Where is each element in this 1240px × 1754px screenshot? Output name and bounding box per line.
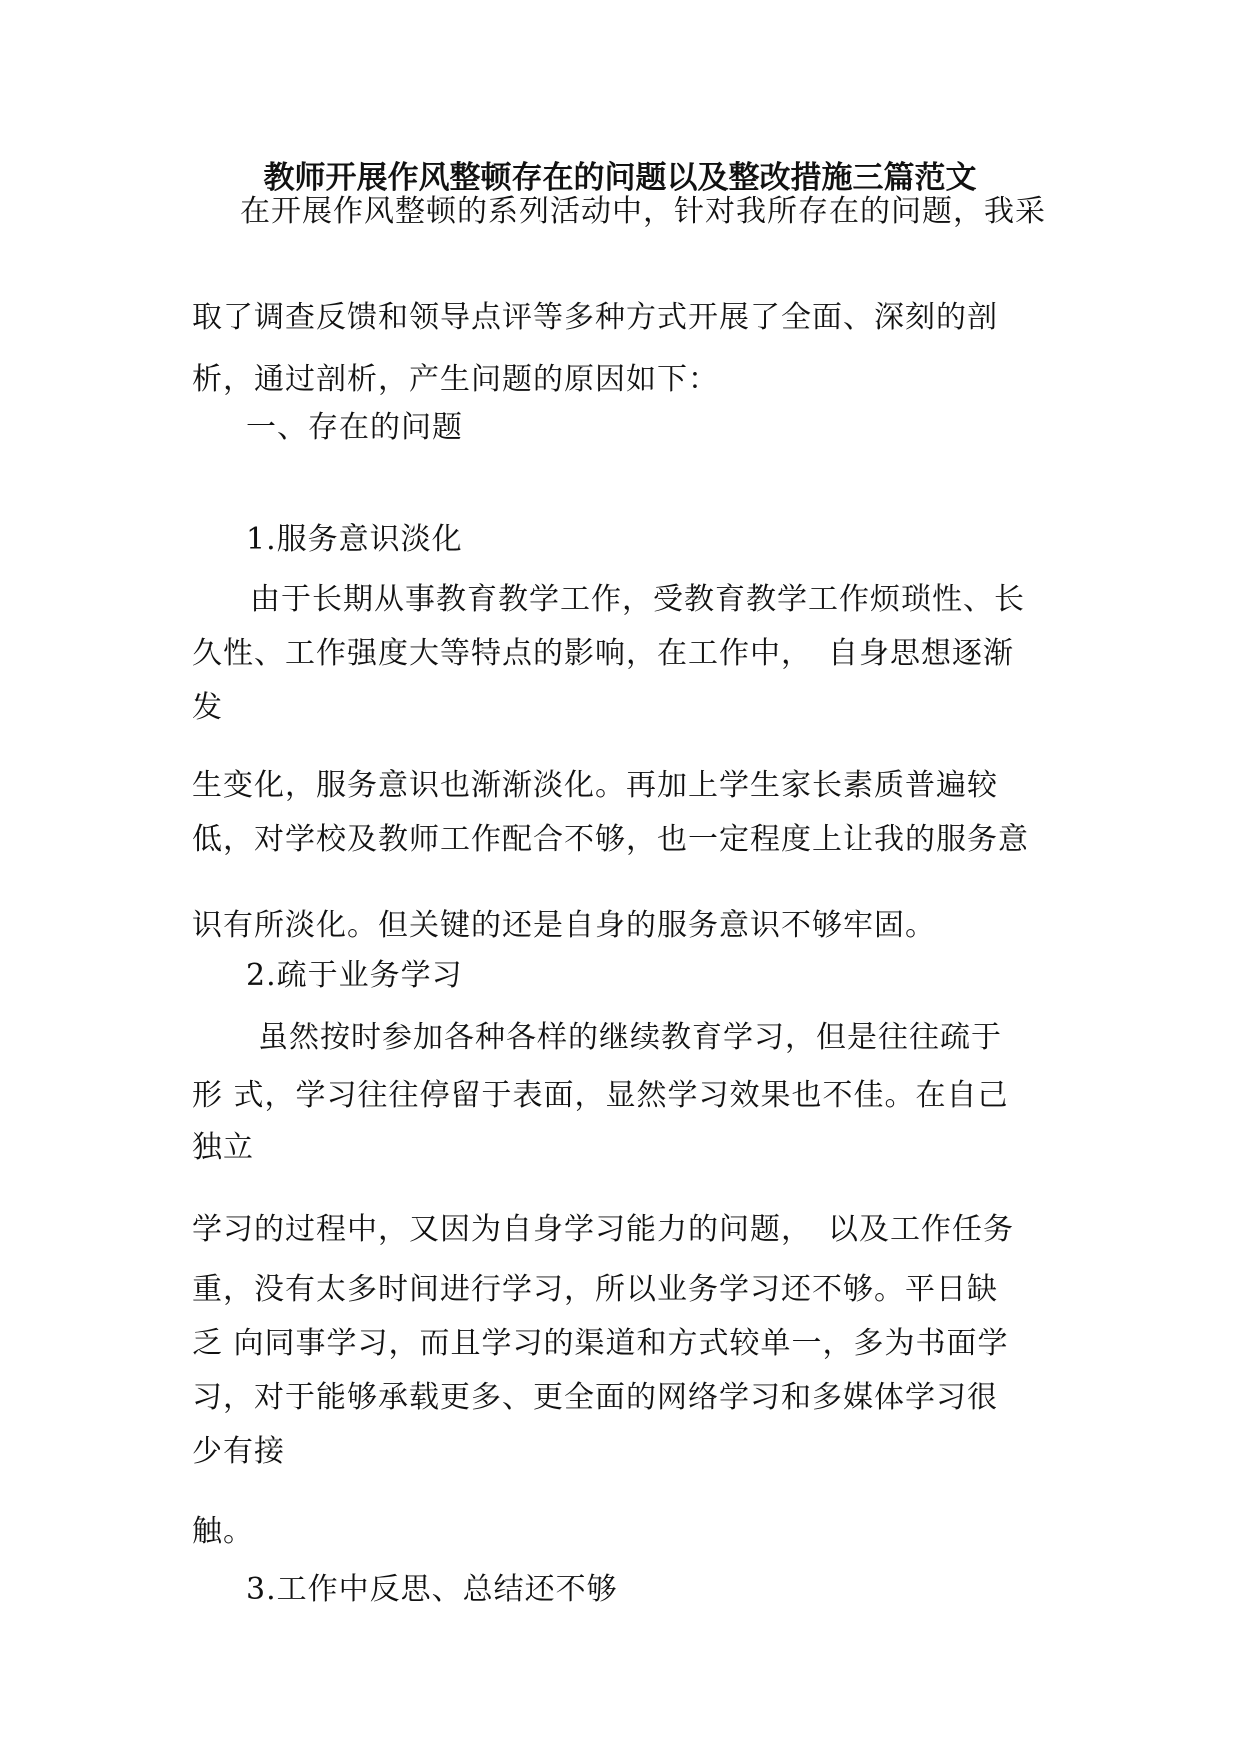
paragraph-line: 识有所淡化。但关键的还是自身的服务意识不够牢固。 xyxy=(192,908,936,943)
subsection-heading: 3.工作中反思、总结还不够 xyxy=(246,1572,618,1607)
paragraph-line: 重，没有太多时间进行学习，所以业务学习还不够。平日缺 xyxy=(192,1272,998,1307)
paragraph-line: 少有接 xyxy=(192,1434,285,1469)
subsection-heading: 2.疏于业务学习 xyxy=(246,958,463,993)
paragraph-line: 在开展作风整顿的系列活动中，针对我所存在的问题，我采 xyxy=(240,194,1046,229)
paragraph-line: 乏 向同事学习，而且学习的渠道和方式较单一，多为书面学 xyxy=(192,1326,1009,1361)
paragraph-line: 久性、工作强度大等特点的影响，在工作中， 自身思想逐渐 xyxy=(192,636,1014,671)
paragraph-line: 习，对于能够承载更多、更全面的网络学习和多媒体学习很 xyxy=(192,1380,998,1415)
section-heading: 一、存在的问题 xyxy=(246,410,463,445)
paragraph-line: 形 式，学习往往停留于表面，显然学习效果也不佳。在自己 xyxy=(192,1078,1009,1113)
subsection-heading: 1.服务意识淡化 xyxy=(246,522,463,557)
paragraph-line: 学习的过程中，又因为自身学习能力的问题， 以及工作任务 xyxy=(192,1212,1014,1247)
paragraph-line: 析，通过剖析，产生问题的原因如下： xyxy=(192,362,719,397)
paragraph-line: 触。 xyxy=(192,1514,254,1549)
paragraph-line: 发 xyxy=(192,690,223,725)
paragraph-line: 由于长期从事教育教学工作，受教育教学工作烦琐性、长 xyxy=(250,582,1025,617)
paragraph-line: 虽然按时参加各种各样的继续教育学习，但是往往疏于 xyxy=(258,1020,1002,1055)
paragraph-line: 生变化，服务意识也渐渐淡化。再加上学生家长素质普遍较 xyxy=(192,768,998,803)
paragraph-line: 独立 xyxy=(192,1130,254,1165)
document-title: 教师开展作风整顿存在的问题以及整改措施三篇范文 xyxy=(263,160,977,196)
paragraph-line: 取了调查反馈和领导点评等多种方式开展了全面、深刻的剖 xyxy=(192,300,998,335)
paragraph-line: 低，对学校及教师工作配合不够，也一定程度上让我的服务意 xyxy=(192,822,1029,857)
